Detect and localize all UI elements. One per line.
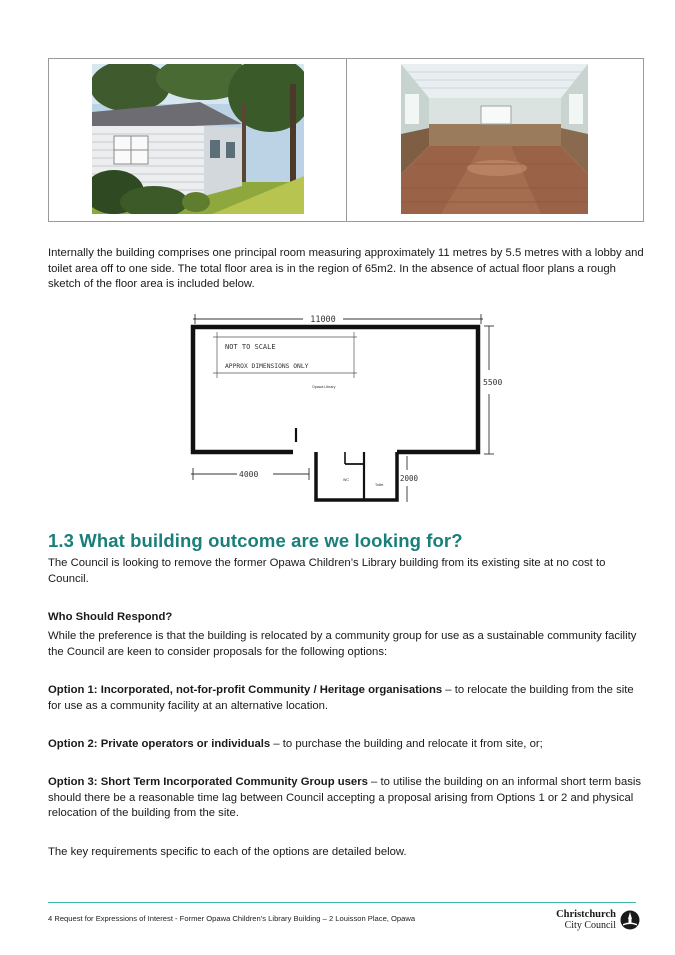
exterior-photo xyxy=(92,64,304,214)
option-3 xyxy=(48,775,648,822)
option-2-text: – to purchase the building and relocate it from site, or; xyxy=(270,738,543,750)
footer-rule xyxy=(48,902,636,903)
dim-lobby-depth-label: 2000 xyxy=(400,474,419,483)
section-heading: 1.3 What building outcome are we looking for? xyxy=(48,530,463,551)
intro-paragraph: Internally the building comprises one principal room measuring approximately 11 metres by 5.5 metres with a lobby and toilet area off to one side. The total floor area is in the region of 65m2. In the absence of actual floor plans a rough sketch of the floor area is included below. xyxy=(48,247,644,291)
option-1 xyxy=(48,683,648,714)
dim-width-label: 5500 xyxy=(483,378,503,387)
interior-photo xyxy=(401,64,588,214)
cathedral-icon xyxy=(620,910,640,930)
floor-plan-sketch xyxy=(185,310,505,506)
wc-label: WC xyxy=(343,478,349,482)
option-1-text: – to relocate the building from the site for use as a community facility at an alternative location. xyxy=(48,684,634,712)
section-intro: The Council is looking to remove the former Opawa Children’s Library building from its existing site at no cost to Council. xyxy=(48,557,606,585)
photo-cell-interior xyxy=(346,59,643,221)
dim-length-label: 11000 xyxy=(310,315,336,325)
lobby-walls xyxy=(316,452,397,500)
who-should-respond-heading: Who Should Respond? xyxy=(48,611,173,623)
dim-lobby-offset-label: 4000 xyxy=(239,470,259,479)
logo-line-2: City Council xyxy=(564,920,616,931)
council-logo xyxy=(556,909,640,933)
note-line-2: APPROX DIMENSIONS ONLY xyxy=(225,363,309,370)
closing-paragraph: The key requirements specific to each of the options are detailed below. xyxy=(48,846,407,858)
photo-table xyxy=(48,58,644,222)
option-3-label: Option 3: Short Term Incorporated Community Group users xyxy=(48,776,368,788)
note-line-1: NOT TO SCALE xyxy=(225,343,276,351)
room-label: Opawa Library xyxy=(312,385,336,389)
option-3-text: – to utilise the building on an informal short term basis should there be a reasonable time lag between Council accepting a proposal arising from Options 1 or 2 and physical relocation of the building from the site. xyxy=(48,776,642,820)
logo-line-1: Christchurch xyxy=(556,909,616,920)
toilet-label: Toilet xyxy=(375,483,384,487)
option-2-label: Option 2: Private operators or individuals xyxy=(48,738,271,750)
option-2 xyxy=(48,737,648,753)
option-1-label: Option 1: Incorporated, not-for-profit Community / Heritage organisations xyxy=(48,684,443,696)
who-should-respond-text: While the preference is that the building is relocated by a community group for use as a sustainable community facility the Council are keen to consider proposals for the following options: xyxy=(48,630,637,658)
footer-text: 4 Request for Expressions of Interest - Former Opawa Children’s Library Building – 2 Louisson Place, Opawa xyxy=(48,914,416,923)
photo-cell-exterior xyxy=(49,59,346,221)
